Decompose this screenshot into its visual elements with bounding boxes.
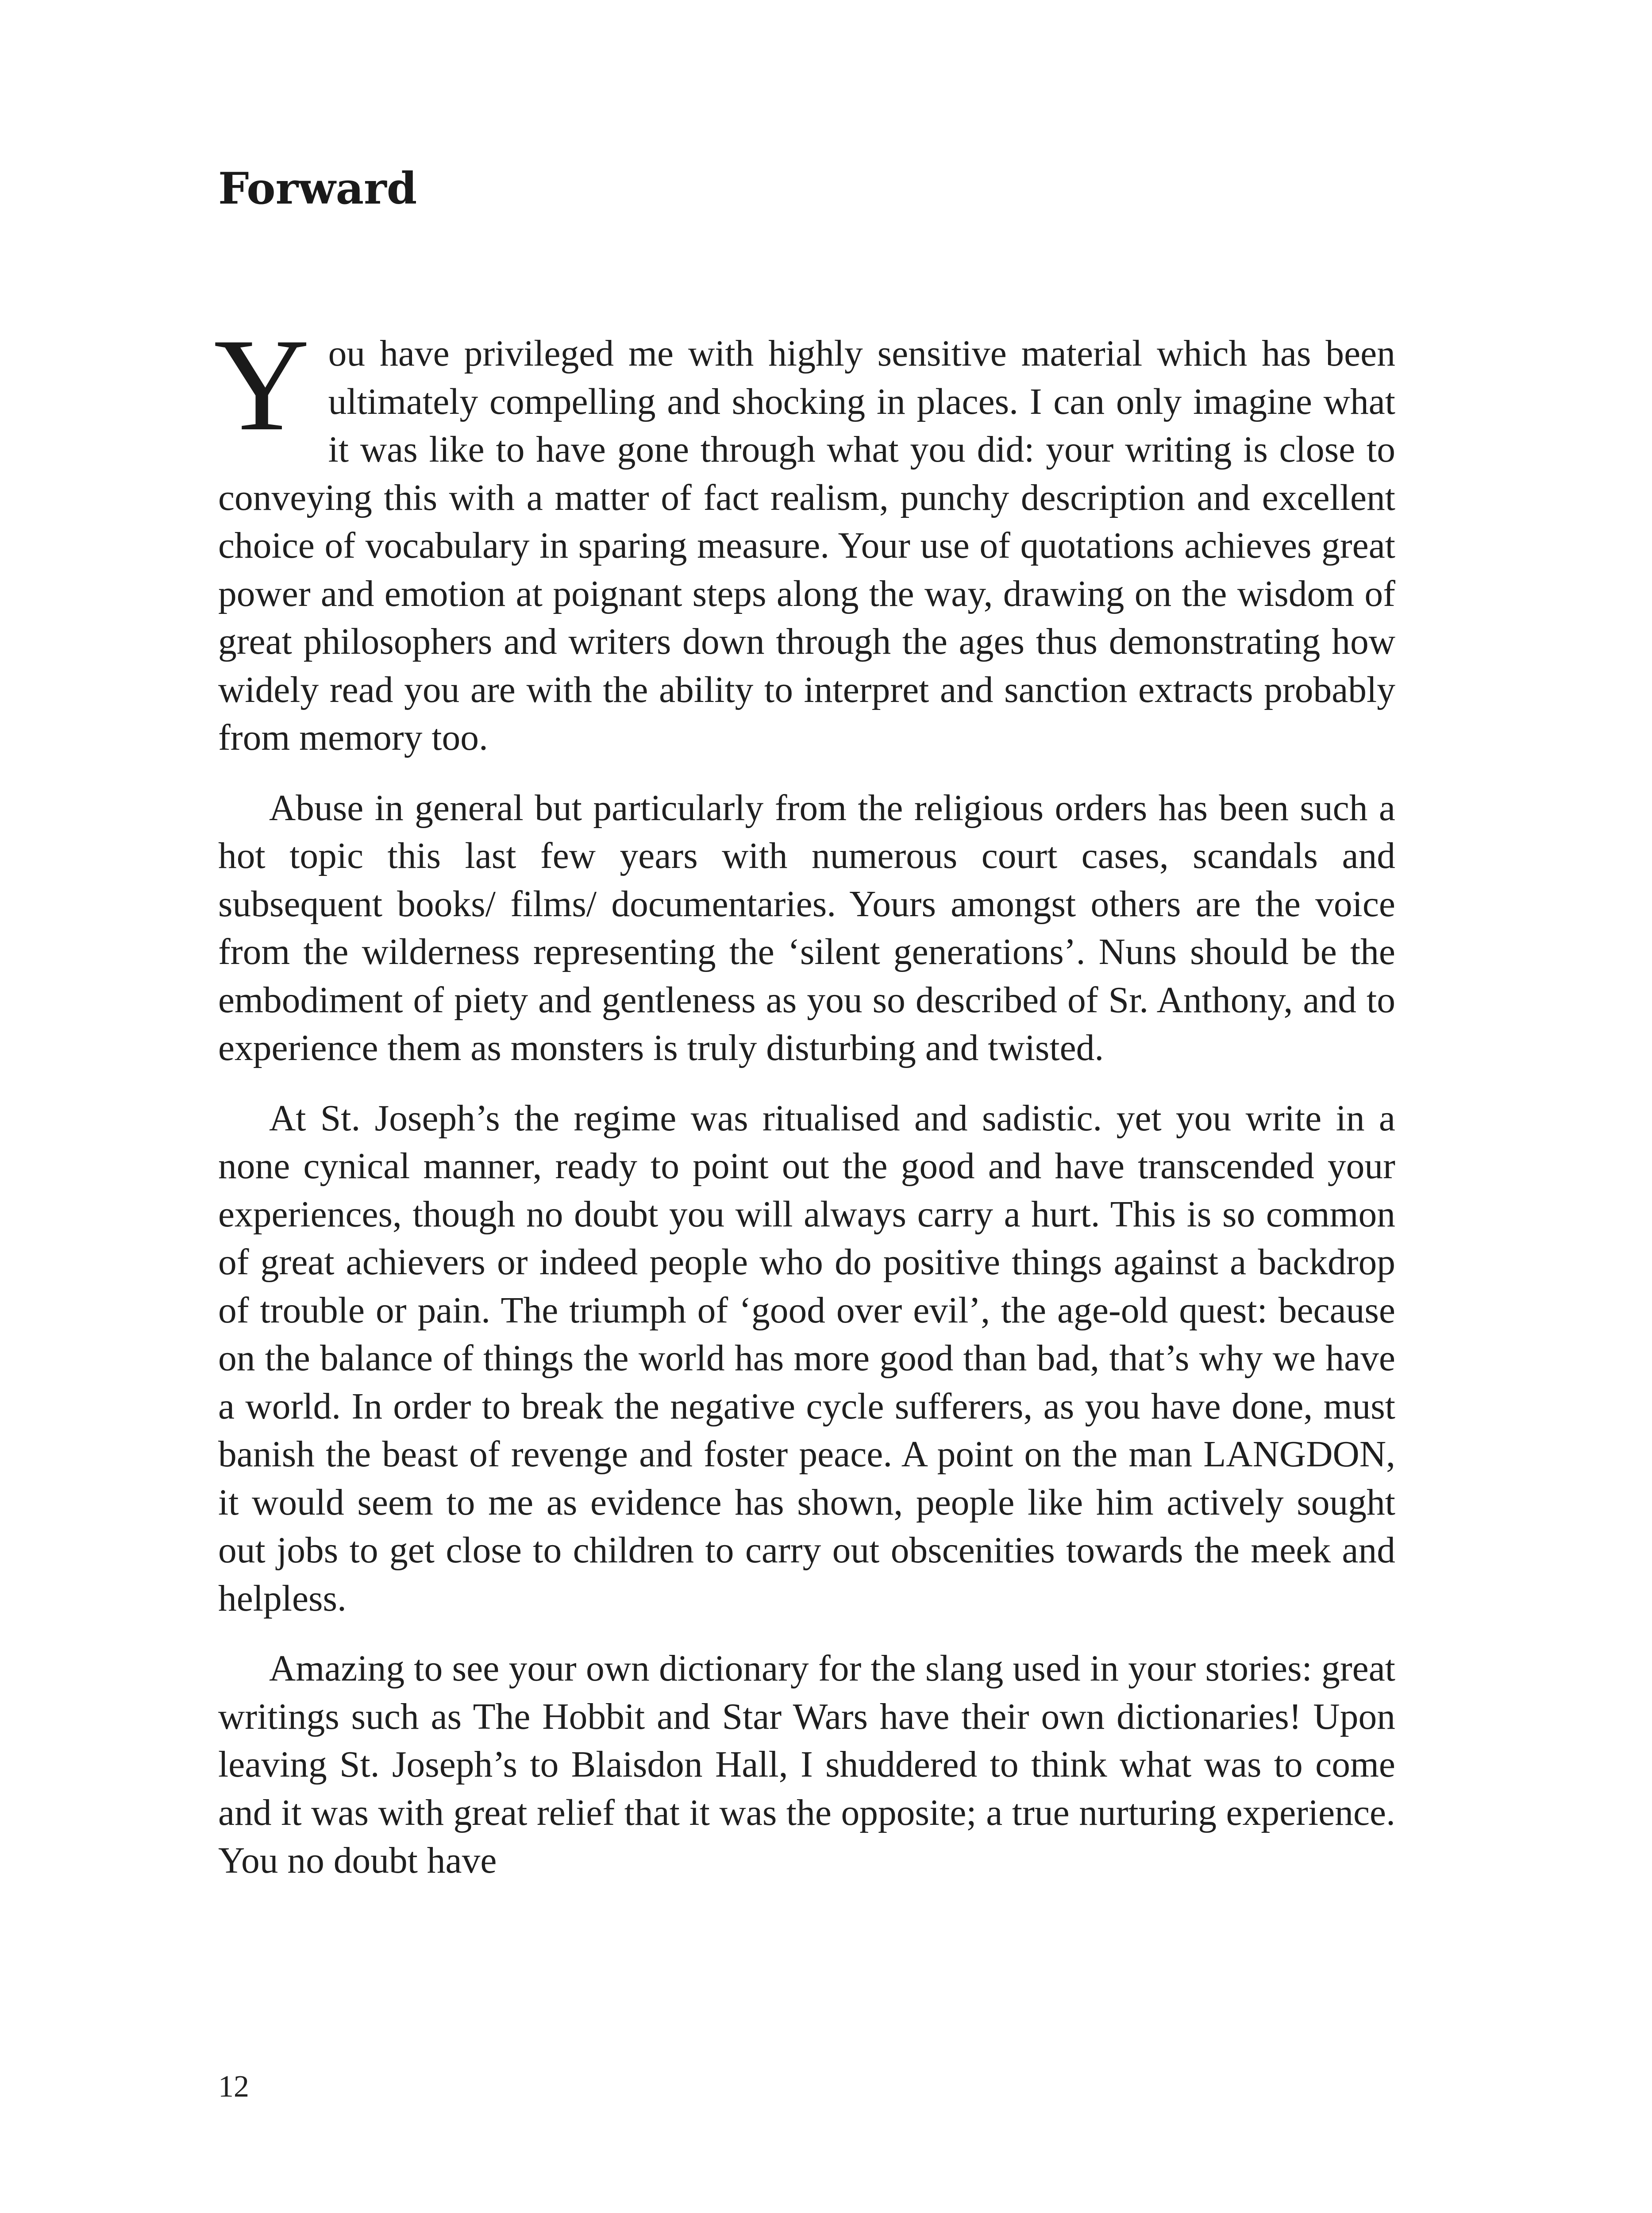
paragraph-1-text: ou have privileged me with highly sensitive material which has been ultimately compelling and shocking in places. I can only imagine what it was like to have gone through what you did: your writing is close to conveying this with a matter of fact realism, punchy description and excellent choice of vocabulary in sparing measure. Your use of quotations achieves great power and emotion at poignant steps along the way, drawing on the wisdom of great philosophers and writers down through the ages thus demonstrating how widely read you are with the ability to interpret and sanction extracts probably from memory too.: [218, 333, 1395, 758]
chapter-heading: Forward: [218, 163, 417, 214]
paragraph-3: At St. Joseph’s the regime was ritualised and sadistic. yet you write in a none cynical manner, ready to point out the good and have transcended your experiences, though no doubt you will always carry a hurt. This is so common of great achievers or indeed people who do positive things against a backdrop of trouble or pain. The triumph of ‘good over evil’, the age-old quest: because on the balance of things the world has more good than bad, that’s why we have a world. In order to break the negative cycle sufferers, as you have done, must banish the beast of revenge and foster peace. A point on the man LANGDON, it would seem to me as evidence has shown, people like him actively sought out jobs to get close to children to carry out obscenities towards the meek and helpless.: [218, 1098, 1395, 1619]
drop-cap: Y: [214, 311, 310, 458]
paragraph-1: [214, 311, 1395, 762]
body-text: [214, 311, 1395, 1907]
page-number: 12: [218, 2070, 249, 2104]
paragraph-2: Abuse in general but particularly from the religious orders has been such a hot topic this last few years with numerous court cases, scandals and subsequent books/ films/ documentaries. Yours amongst others are the voice from the wilderness representing the ‘silent generations’. Nuns should be the embodiment of piety and gentleness as you so described of Sr. Anthony, and to experience them as monsters is truly disturbing and twisted.: [218, 787, 1395, 1068]
paragraph-4: Amazing to see your own dictionary for the slang used in your stories: great writings such as The Hobbit and Star Wars have their own dictionaries! Upon leaving St. Joseph’s to Blaisdon Hall, I shuddered to think what was to come and it was with great relief that it was the opposite; a true nurturing experience. You no doubt have: [218, 1648, 1395, 1881]
